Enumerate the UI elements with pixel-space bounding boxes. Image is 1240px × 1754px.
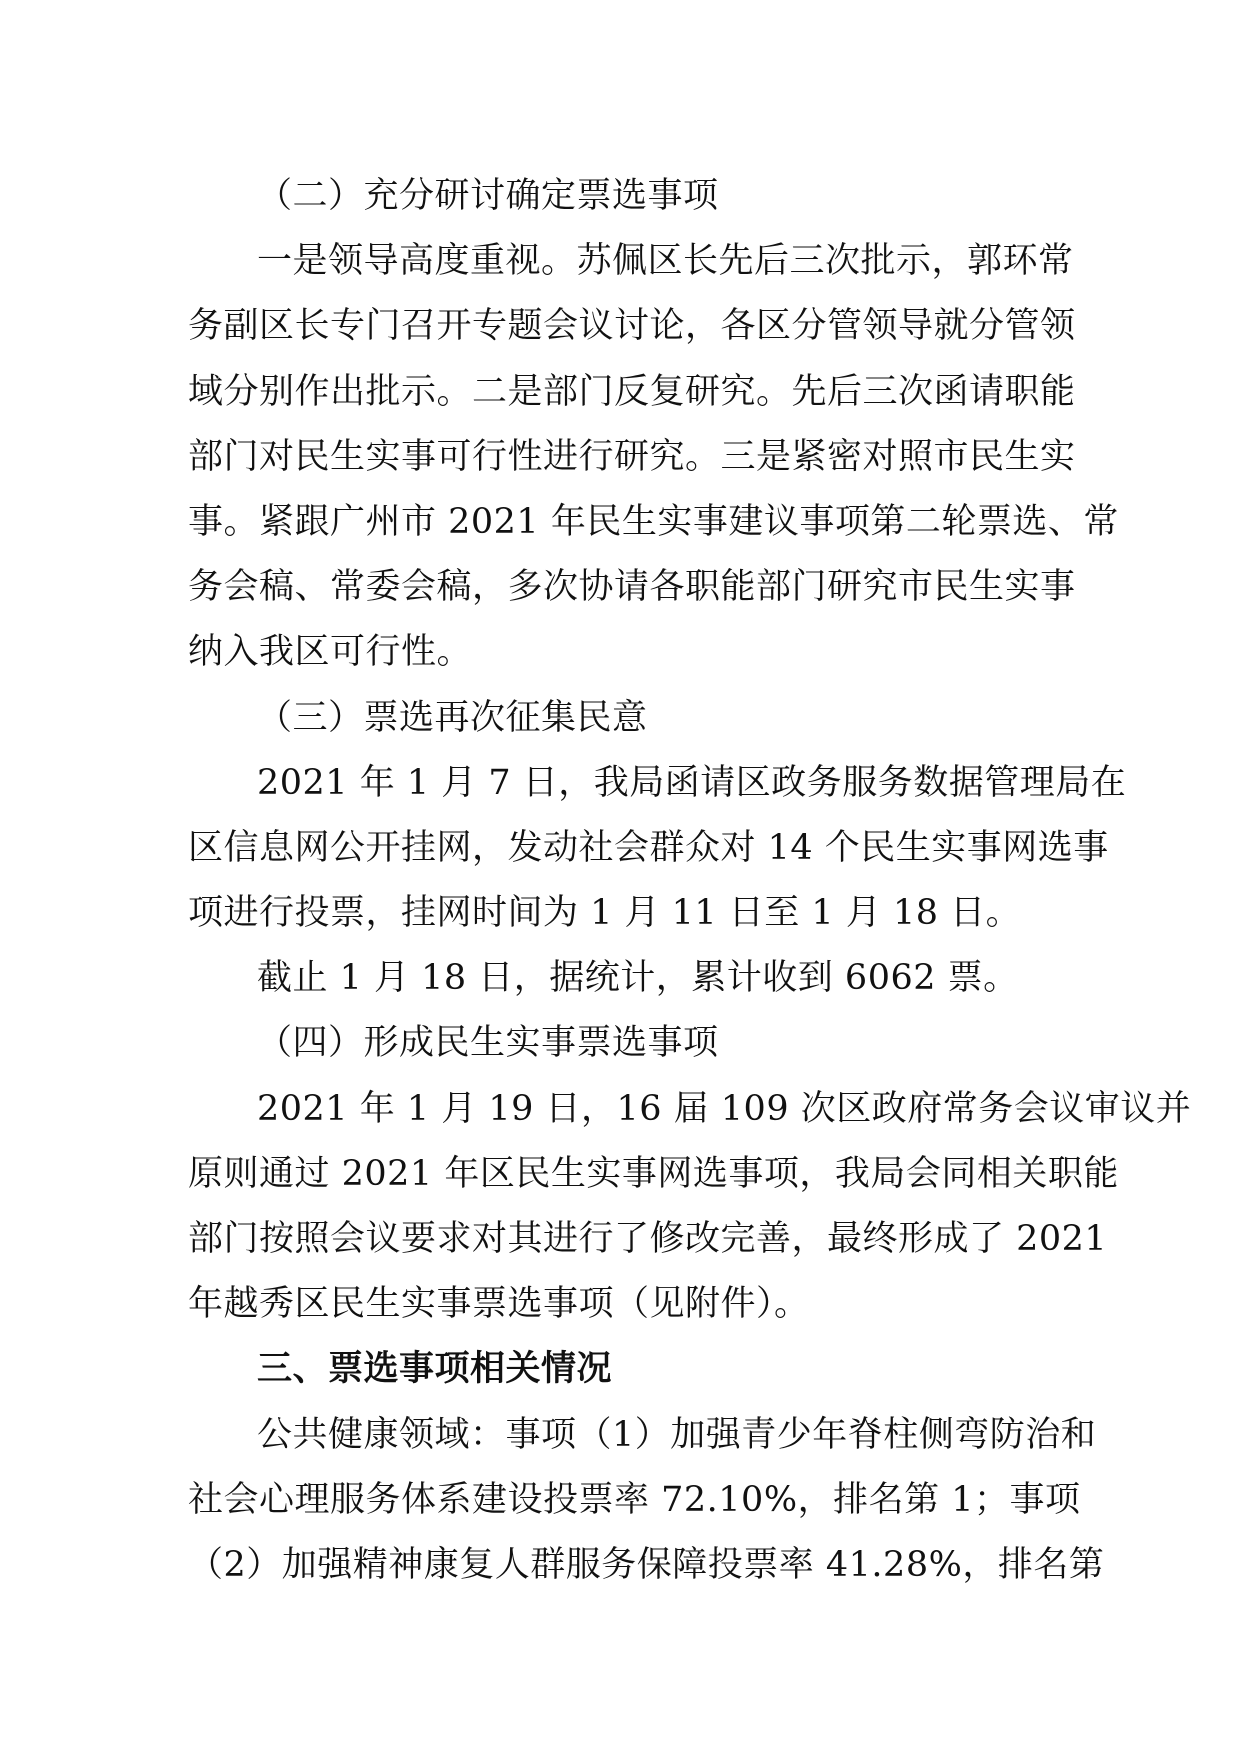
document-body (188, 164, 1192, 1598)
paragraph-line: 务会稿、常委会稿，多次协请各职能部门研究市民生实事 (188, 567, 1076, 608)
paragraph-line: 纳入我区可行性。 (188, 632, 473, 673)
section-heading-2: （二）充分研讨确定票选事项 (257, 176, 719, 216)
paragraph-line: 一是领导高度重视。苏佩区长先后三次批示，郭环常 (257, 241, 1074, 282)
paragraph-line: 项进行投票，挂网时间为 1 月 11 日至 1 月 18 日。 (188, 893, 1022, 934)
paragraph-line: 2021 年 1 月 7 日，我局函请区政务服务数据管理局在 (257, 762, 1127, 803)
paragraph-line: 年越秀区民生实事票选事项（见附件）。 (188, 1284, 810, 1325)
paragraph-line: 截止 1 月 18 日，据统计，累计收到 6062 票。 (257, 958, 1019, 999)
section-heading-4: （四）形成民生实事票选事项 (257, 1023, 719, 1064)
paragraph-line: 务副区长专门召开专题会议讨论，各区分管领导就分管领 (188, 306, 1076, 347)
section-heading-3: （三）票选再次征集民意 (257, 697, 648, 738)
paragraph-line: 事。紧跟广州市 2021 年民生实事建议事项第二轮票选、常 (188, 501, 1119, 542)
paragraph-line: 域分别作出批示。二是部门反复研究。先后三次函请职能 (188, 371, 1076, 412)
paragraph-line: 部门按照会议要求对其进行了修改完善，最终形成了 2021 (188, 1219, 1108, 1259)
paragraph-line: 原则通过 2021 年区民生实事网选事项，我局会同相关职能 (188, 1153, 1119, 1194)
paragraph-line: （2）加强精神康复人群服务保障投票率 41.28%，排名第 (188, 1544, 1105, 1585)
paragraph-line: 公共健康领域：事项（1）加强青少年脊柱侧弯防治和 (257, 1414, 1097, 1455)
paragraph-line: 社会心理服务体系建设投票率 72.10%，排名第 1；事项 (188, 1479, 1081, 1520)
paragraph-line: 区信息网公开挂网，发动社会群众对 14 个民生实事网选事 (188, 827, 1109, 868)
chapter-heading-3: 三、票选事项相关情况 (257, 1349, 613, 1390)
paragraph-line: 部门对民生实事可行性进行研究。三是紧密对照市民生实 (188, 436, 1076, 477)
paragraph-line: 2021 年 1 月 19 日，16 届 109 次区政府常务会议审议并 (257, 1088, 1192, 1129)
